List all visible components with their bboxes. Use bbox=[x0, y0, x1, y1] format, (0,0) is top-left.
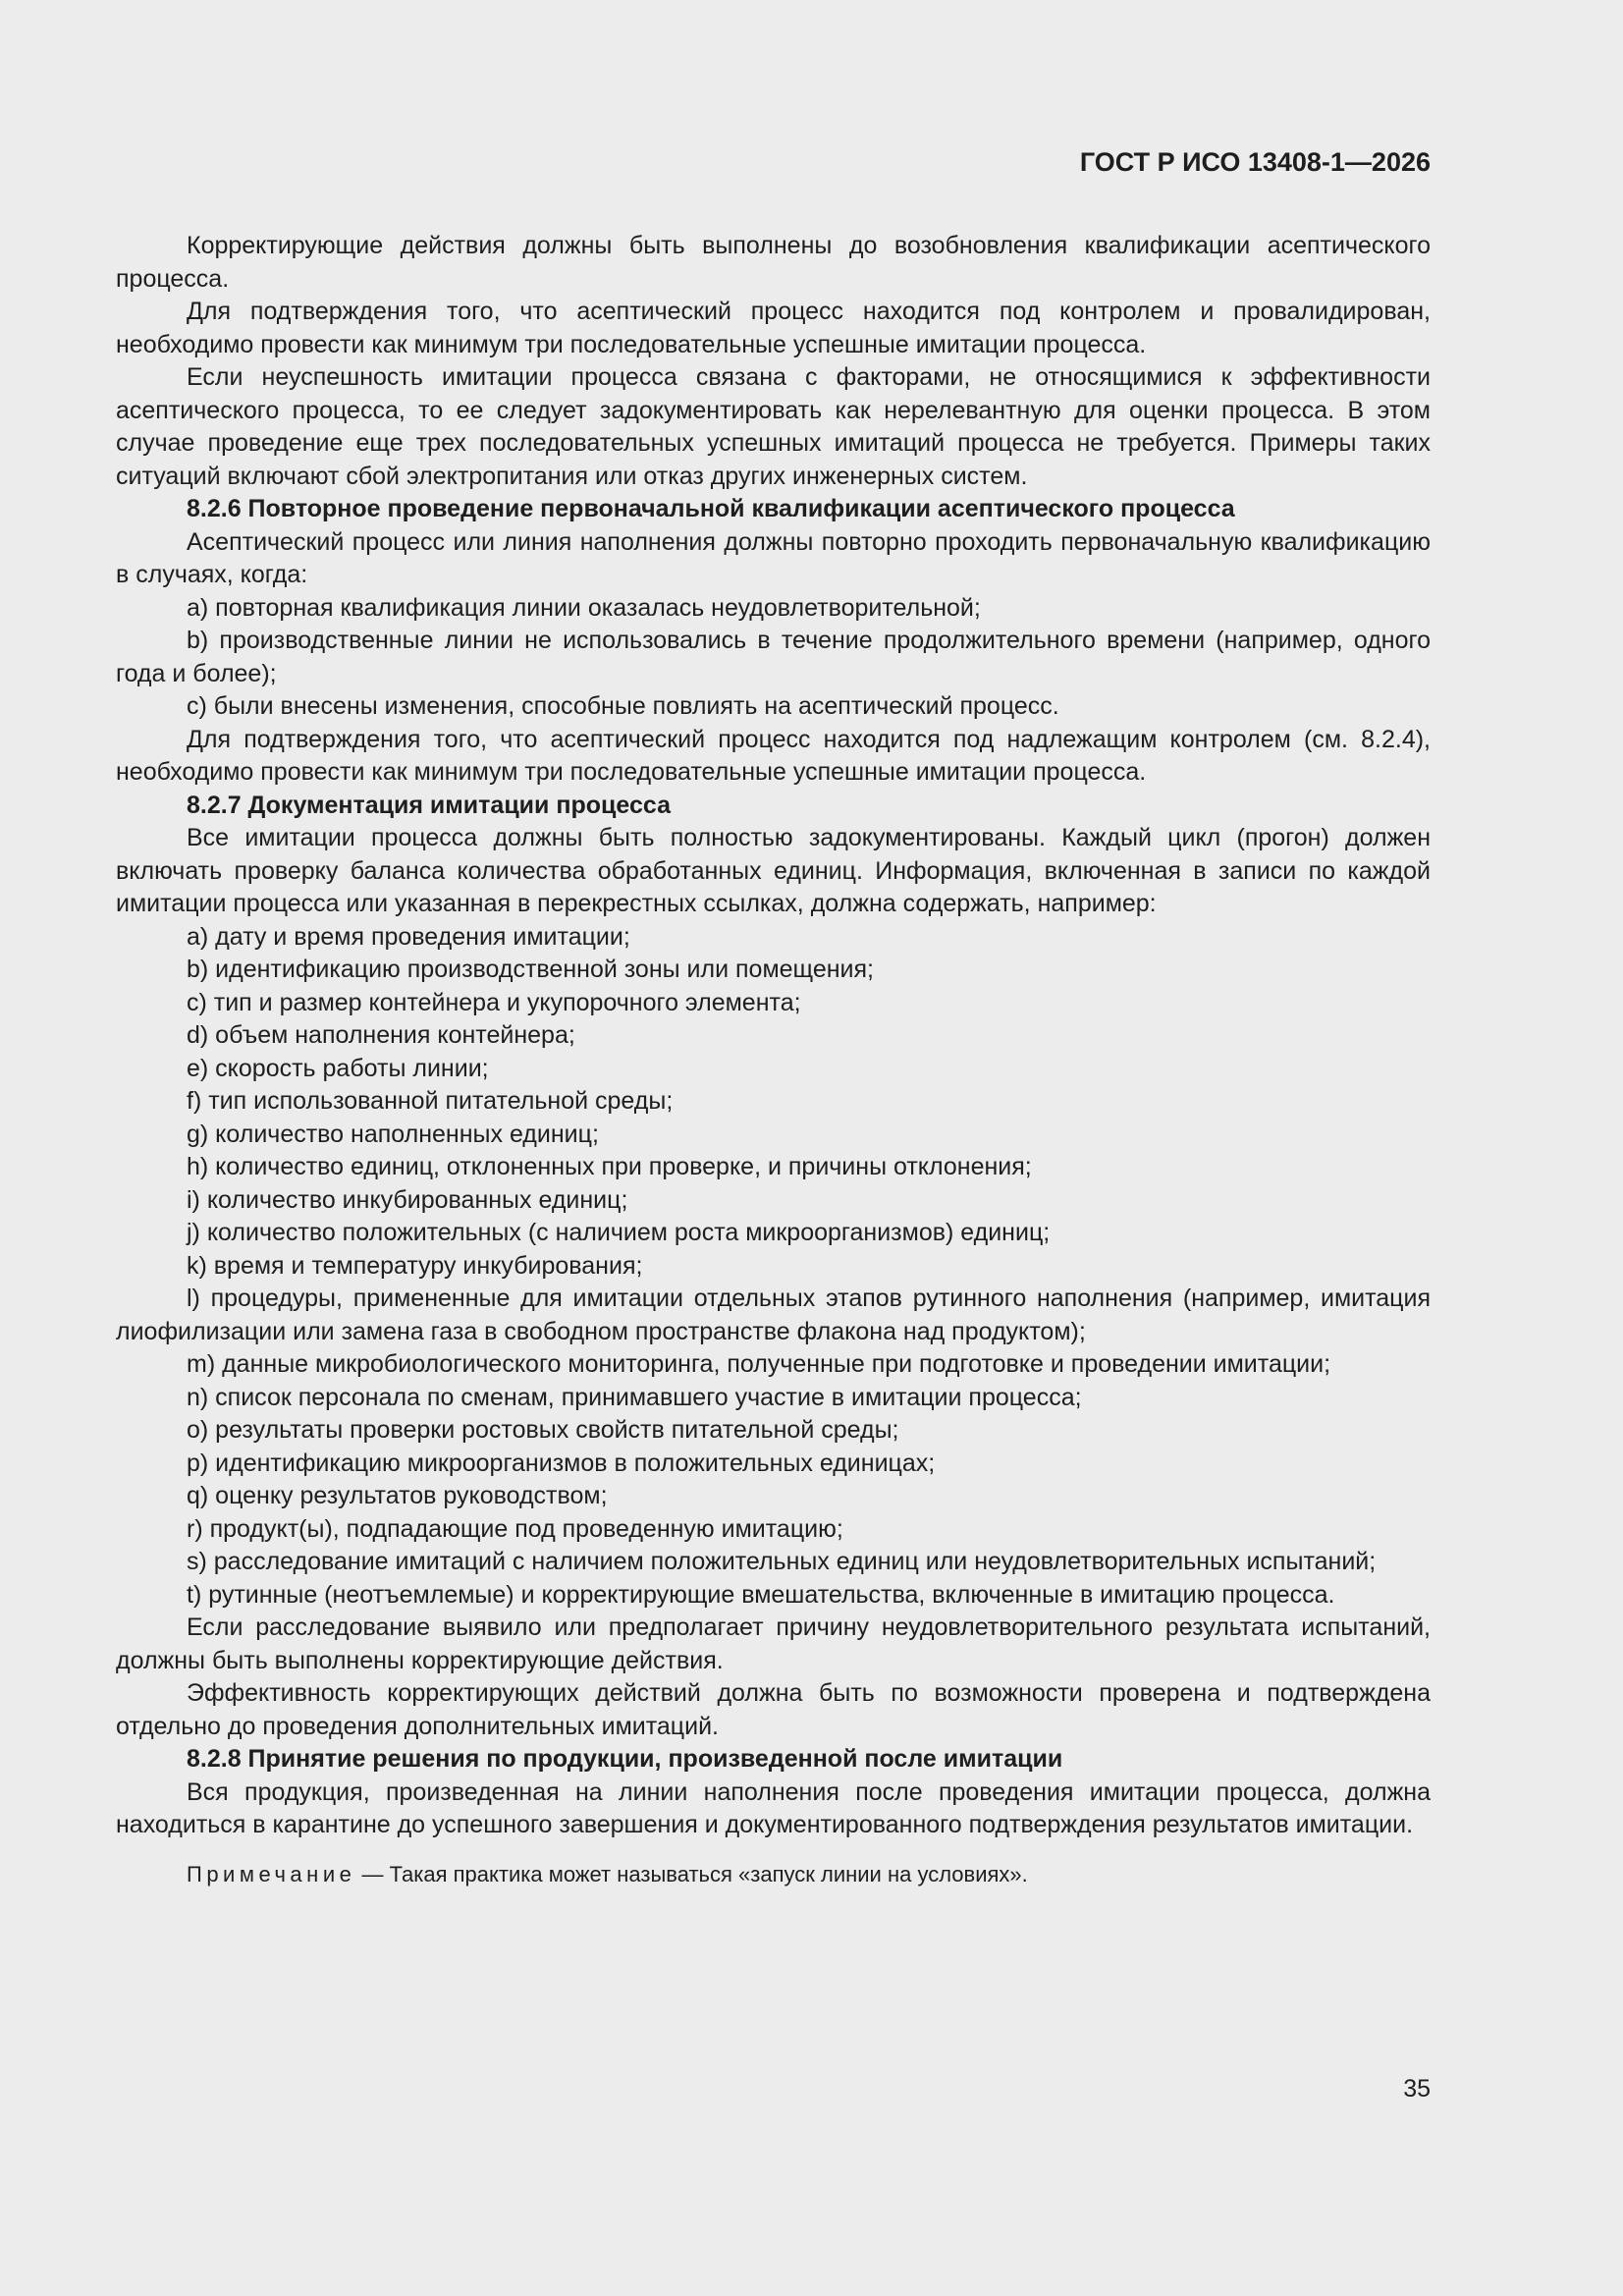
body-paragraph: Для подтверждения того, что асептический процесс находится под надлежащим контролем (см. 8.2.4), необходимо провести как минимум три последовательные успешные имитации процесса. bbox=[116, 725, 1431, 786]
body-paragraph: l) процедуры, примененные для имитации отдельных этапов рутинного наполнения (например, имитация лиофилизации или замена газа в свободном пространстве флакона над продуктом); bbox=[116, 1285, 1431, 1345]
body-paragraph: Все имитации процесса должны быть полностью задокументированы. Каждый цикл (прогон) должен включать проверку баланса количества обработанных единиц. Информация, включенная в записи по каждой имитации процесса или указанная в перекрестных ссылках, должна содержать, например: bbox=[116, 824, 1431, 917]
note-paragraph bbox=[116, 1858, 1431, 1891]
body-paragraph: t) рутинные (неотъемлемые) и корректирующие вмешательства, включенные в имитацию процесса. bbox=[187, 1580, 1335, 1609]
body-paragraph: a) повторная квалификация линии оказалась неудовлетворительной; bbox=[187, 593, 981, 622]
body-paragraph: g) количество наполненных единиц; bbox=[187, 1120, 599, 1148]
body-paragraph: r) продукт(ы), подпадающие под проведенную имитацию; bbox=[187, 1514, 843, 1543]
body-paragraph: Вся продукция, произведенная на линии наполнения после проведения имитации процесса, должна находиться в карантине до успешного завершения и документированного подтверждения результатов имитации. bbox=[116, 1777, 1431, 1838]
body-paragraph: b) производственные линии не использовались в течение продолжительного времени (например, одного года и более); bbox=[116, 627, 1431, 687]
body-paragraph: p) идентификацию микроорганизмов в положительных единицах; bbox=[187, 1449, 936, 1477]
body-paragraph: m) данные микробиологического мониторинга, полученные при подготовке и проведении имитации; bbox=[187, 1350, 1331, 1378]
document-body bbox=[116, 230, 1431, 1842]
body-paragraph: b) идентификацию производственной зоны или помещения; bbox=[187, 956, 874, 983]
body-paragraph: Асептический процесс или линия наполнения должны повторно проходить первоначальную квалификацию в случаях, когда: bbox=[116, 527, 1431, 588]
body-paragraph: Если неуспешность имитации процесса связана с факторами, не относящимися к эффективности асептического процесса, то ее следует задокументировать как нерелевантную для оценки процесса. В этом случае проведение еще трех последовательных успешных имитаций процесса не требуется. Примеры таких ситуаций включают сбой электропитания или отказ других инженерных систем. bbox=[116, 363, 1431, 490]
section-heading: 8.2.7 Документация имитации процесса bbox=[187, 791, 671, 819]
body-paragraph: n) список персонала по сменам, принимавшего участие в имитации процесса; bbox=[187, 1383, 1082, 1411]
body-paragraph: Если расследование выявило или предполагает причину неудовлетворительного результата испытаний, должны быть выполнены корректирующие действия. bbox=[116, 1613, 1431, 1674]
body-paragraph: q) оценку результатов руководством; bbox=[187, 1482, 608, 1509]
body-paragraph: i) количество инкубированных единиц; bbox=[187, 1185, 628, 1214]
section-heading: 8.2.8 Принятие решения по продукции, произведенной после имитации bbox=[187, 1745, 1063, 1773]
note-label: Примечание bbox=[187, 1861, 356, 1886]
document-code-header: ГОСТ Р ИСО 13408-1—2026 bbox=[1079, 147, 1431, 177]
body-paragraph: s) расследование имитаций с наличием положительных единиц или неудовлетворительных испытаний; bbox=[187, 1548, 1377, 1575]
body-paragraph: f) тип использованной питательной среды; bbox=[187, 1087, 674, 1115]
page-number: 35 bbox=[1403, 2075, 1431, 2103]
body-paragraph: h) количество единиц, отклоненных при проверке, и причины отклонения; bbox=[187, 1153, 1032, 1180]
body-paragraph: c) тип и размер контейнера и укупорочного элемента; bbox=[187, 988, 801, 1016]
note-text: — Такая практика может называться «запуск линии на условиях». bbox=[355, 1861, 1028, 1886]
body-paragraph: o) результаты проверки ростовых свойств питательной среды; bbox=[187, 1416, 899, 1444]
body-paragraph: a) дату и время проведения имитации; bbox=[187, 922, 630, 951]
body-paragraph: j) количество положительных (с наличием роста микроорганизмов) единиц; bbox=[187, 1219, 1051, 1246]
body-paragraph: k) время и температуру инкубирования; bbox=[187, 1251, 643, 1280]
body-paragraph: c) были внесены изменения, способные повлиять на асептический процесс. bbox=[187, 692, 1059, 720]
body-paragraph: Для подтверждения того, что асептический процесс находится под контролем и провалидирован, необходимо провести как минимум три последовательные успешные имитации процесса. bbox=[116, 298, 1431, 358]
body-paragraph: d) объем наполнения контейнера; bbox=[187, 1021, 575, 1049]
body-paragraph: e) скорость работы линии; bbox=[187, 1054, 489, 1082]
body-paragraph: Корректирующие действия должны быть выполнены до возобновления квалификации асептического процесса. bbox=[116, 232, 1431, 293]
section-heading: 8.2.6 Повторное проведение первоначальной квалификации асептического процесса bbox=[187, 495, 1235, 522]
body-paragraph: Эффективность корректирующих действий должна быть по возможности проверена и подтверждена отдельно до проведения дополнительных имитаций. bbox=[116, 1679, 1431, 1740]
